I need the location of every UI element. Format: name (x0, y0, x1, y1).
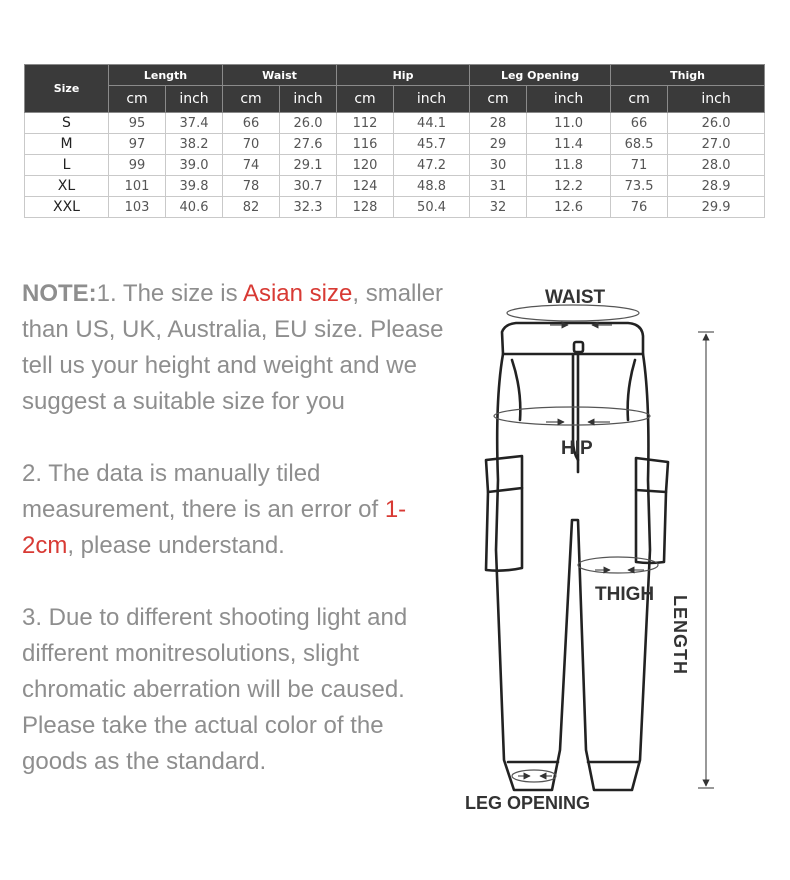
table-row (25, 197, 765, 218)
measurement-cell: 26.0 (280, 113, 337, 134)
table-row (25, 155, 765, 176)
measurement-cell: 101 (109, 176, 166, 197)
table-row (25, 113, 765, 134)
measurement-cell: 11.4 (527, 134, 611, 155)
note-1 (22, 276, 452, 420)
note-label: NOTE: (22, 280, 97, 307)
measurement-cell: 124 (337, 176, 394, 197)
measurement-cell: 31 (470, 176, 527, 197)
measurement-cell: 40.6 (166, 197, 223, 218)
unit-cm: cm (470, 86, 527, 113)
waist-label: WAIST (545, 287, 606, 308)
measurement-cell: 28.9 (668, 176, 765, 197)
note-2-text-a: 2. The data is manually tiled measurement, there is an error of (22, 460, 385, 523)
table-units-row (25, 86, 765, 113)
leg-opening-header: Leg Opening (470, 65, 611, 86)
table-group-header-row (25, 65, 765, 86)
measurement-cell: 116 (337, 134, 394, 155)
measurement-cell: 45.7 (394, 134, 470, 155)
unit-inch: inch (280, 86, 337, 113)
measurement-cell: 78 (223, 176, 280, 197)
unit-cm: cm (223, 86, 280, 113)
measurement-cell: 30.7 (280, 176, 337, 197)
length-header: Length (109, 65, 223, 86)
unit-cm: cm (109, 86, 166, 113)
measurement-cell: 26.0 (668, 113, 765, 134)
notes-section (22, 276, 452, 816)
table-row (25, 134, 765, 155)
measurement-cell: 66 (223, 113, 280, 134)
error-range-highlight: 1-2cm (22, 496, 407, 559)
measurement-cell: 29.1 (280, 155, 337, 176)
size-cell: XL (25, 176, 109, 197)
pants-outline-illustration (460, 280, 790, 830)
measurement-cell: 99 (109, 155, 166, 176)
leg-opening-label: LEG OPENING (465, 793, 591, 813)
measurement-cell: 48.8 (394, 176, 470, 197)
size-chart-table (24, 64, 765, 218)
measurement-cell: 50.4 (394, 197, 470, 218)
size-cell: S (25, 113, 109, 134)
measurement-cell: 29 (470, 134, 527, 155)
measurement-cell: 11.8 (527, 155, 611, 176)
measurement-cell: 39.0 (166, 155, 223, 176)
note-1-text-b: , smaller than US, UK, Australia, EU size. Please tell us your height and weight and we suggest a suitable size for you (22, 280, 444, 415)
measurement-cell: 82 (223, 197, 280, 218)
unit-inch: inch (527, 86, 611, 113)
size-cell: M (25, 134, 109, 155)
measurement-cell: 68.5 (611, 134, 668, 155)
hip-header: Hip (337, 65, 470, 86)
size-cell: L (25, 155, 109, 176)
waist-header: Waist (223, 65, 337, 86)
measurement-cell: 128 (337, 197, 394, 218)
measurement-cell: 28.0 (668, 155, 765, 176)
measurement-cell: 39.8 (166, 176, 223, 197)
unit-inch: inch (394, 86, 470, 113)
measurement-cell: 32 (470, 197, 527, 218)
hip-label: HIP (561, 438, 593, 459)
measurement-cell: 71 (611, 155, 668, 176)
measurement-cell: 27.0 (668, 134, 765, 155)
unit-inch: inch (668, 86, 765, 113)
note-3: 3. Due to different shooting light and different monitresolutions, slight chromatic aberration will be caused. Please take the actual color of the goods as the standard. (22, 604, 408, 775)
table-row (25, 176, 765, 197)
measurement-cell: 47.2 (394, 155, 470, 176)
size-column-header: Size (25, 65, 109, 113)
measurement-cell: 30 (470, 155, 527, 176)
thigh-label: THIGH (595, 584, 655, 605)
size-cell: XXL (25, 197, 109, 218)
measurement-cell: 70 (223, 134, 280, 155)
measurement-cell: 11.0 (527, 113, 611, 134)
table-body (25, 113, 765, 218)
measurement-cell: 74 (223, 155, 280, 176)
note-2-text-b: , please understand. (67, 532, 285, 559)
measurement-cell: 37.4 (166, 113, 223, 134)
measurement-cell: 38.2 (166, 134, 223, 155)
note-1-text-a: 1. The size is (96, 280, 243, 307)
asian-size-highlight: Asian size (242, 280, 353, 307)
measurement-cell: 112 (337, 113, 394, 134)
measurement-cell: 28 (470, 113, 527, 134)
unit-cm: cm (611, 86, 668, 113)
measurement-cell: 12.6 (527, 197, 611, 218)
measurement-cell: 73.5 (611, 176, 668, 197)
measurement-cell: 66 (611, 113, 668, 134)
pants-measurement-diagram (460, 280, 790, 830)
unit-inch: inch (166, 86, 223, 113)
measurement-cell: 27.6 (280, 134, 337, 155)
measurement-cell: 76 (611, 197, 668, 218)
measurement-cell: 95 (109, 113, 166, 134)
unit-cm: cm (337, 86, 394, 113)
measurement-cell: 97 (109, 134, 166, 155)
measurement-cell: 32.3 (280, 197, 337, 218)
length-label: LENGTH (670, 595, 690, 675)
measurement-cell: 12.2 (527, 176, 611, 197)
measurement-cell: 29.9 (668, 197, 765, 218)
measurement-cell: 103 (109, 197, 166, 218)
note-2 (22, 456, 452, 564)
measurement-cell: 44.1 (394, 113, 470, 134)
measurement-cell: 120 (337, 155, 394, 176)
thigh-header: Thigh (611, 65, 765, 86)
